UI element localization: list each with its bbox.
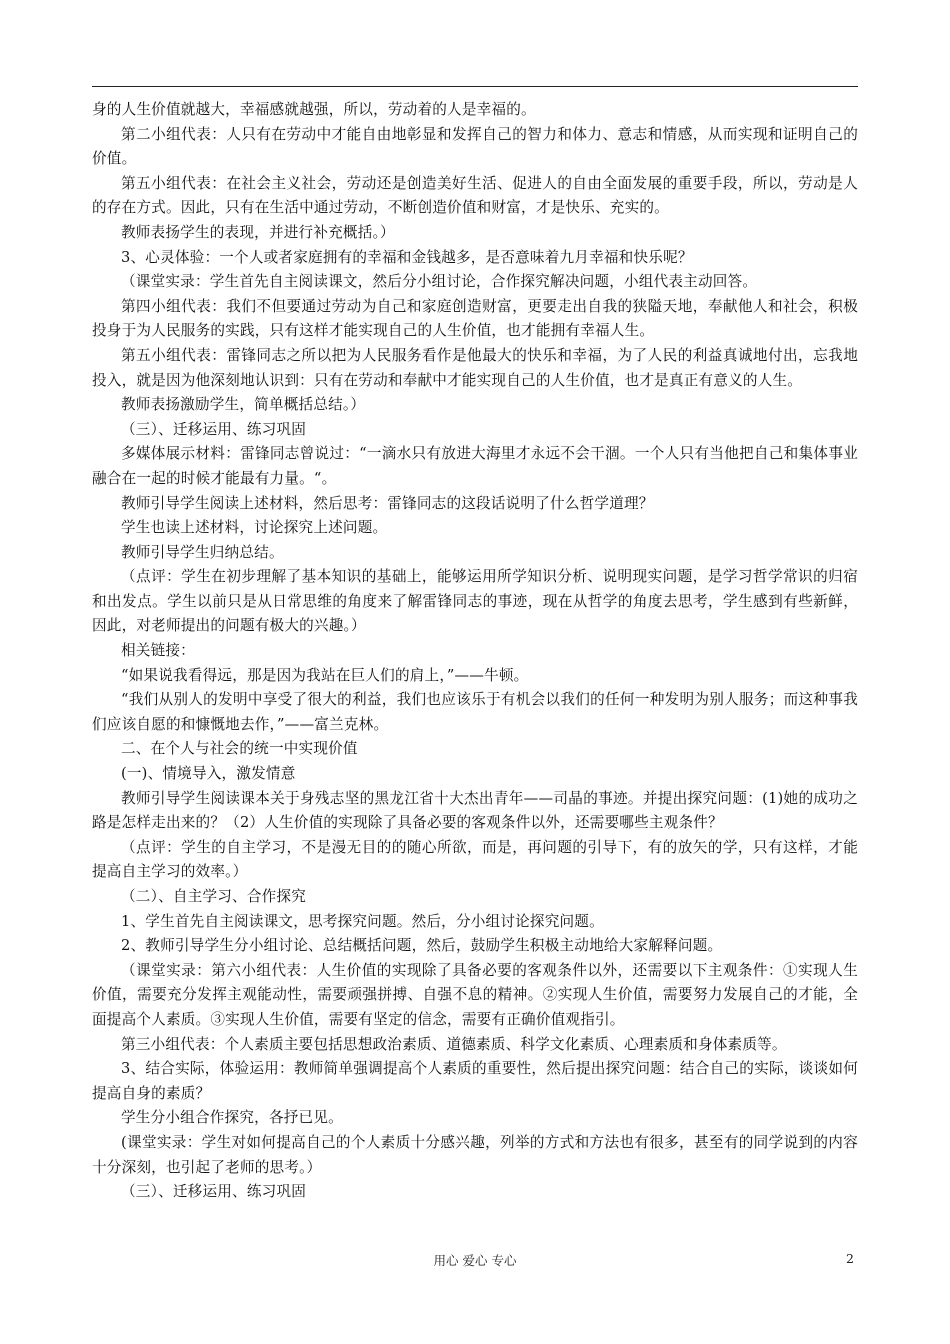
paragraph: 多媒体展示材料：雷锋同志曾说过：“一滴水只有放进大海里才永远不会干涸。一个人只有当他把自己和集体事业融合在一起的时候才能最有力量。“。 <box>92 445 858 487</box>
paragraph: 身的人生价值就越大，幸福感就越强，所以，劳动着的人是幸福的。 <box>92 101 536 118</box>
page-number: 2 <box>846 1251 854 1266</box>
paragraph: （三）、迁移运用、练习巩固 <box>121 1183 307 1201</box>
paragraph: 3、结合实际，体验运用：教师简单强调提高个人素质的重要性，然后提出探究问题：结合自己的实际，谈谈如何提高自身的素质？ <box>92 1060 858 1102</box>
paragraph: 2、教师引导学生分小组讨论、总结概括问题，然后，鼓励学生积极主动地给大家解释问题。 <box>121 937 723 955</box>
paragraph: (一)、情境导入，激发情意 <box>121 765 296 783</box>
paragraph: 二、在个人与社会的统一中实现价值 <box>121 740 358 758</box>
header-rule <box>92 86 858 87</box>
paragraph: 教师引导学生阅读课本关于身残志坚的黑龙江省十大杰出青年——司晶的事迹。并提出探究问题：(1)她的成功之路是怎样走出来的？（2）人生价值的实现除了具备必要的客观条件以外，还需要哪些主观条件？ <box>92 789 858 832</box>
document-body <box>92 98 858 1205</box>
paragraph: 教师引导学生阅读上述材料，然后思考：雷锋同志的这段话说明了什么哲学道理？ <box>121 494 654 512</box>
paragraph: 教师引导学生归纳总结。 <box>121 543 284 561</box>
paragraph: （课堂实录：学生首先自主阅读课文，然后分小组讨论，合作探究解决问题，小组代表主动回答。 <box>121 273 758 291</box>
paragraph: （课堂实录：第六小组代表：人生价值的实现除了具备必要的客观条件以外，还需要以下主观条件：①实现人生价值，需要充分发挥主观能动性，需要顽强拼搏、自强不息的精神。②实现人生价值，需要努力发展自己的才能，全面提高个人素质。③实现人生价值，需要有坚定的信念，需要有正确价值观指引。 <box>92 961 858 1028</box>
paragraph: 3、心灵体验：一个人或者家庭拥有的幸福和金钱越多，是否意味着九月幸福和快乐呢？ <box>121 248 693 266</box>
paragraph: 教师表扬学生的表现，并进行补充概括。） <box>121 223 395 241</box>
paragraph: 第四小组代表：我们不但要通过劳动为自己和家庭创造财富，更要走出自我的狭隘天地，奉献他人和社会，积极投身于为人民服务的实践，只有这样才能实现自己的人生价值，也才能拥有幸福人生。 <box>92 297 858 340</box>
paragraph: 第五小组代表：雷锋同志之所以把为人民服务看作是他最大的快乐和幸福，为了人民的利益真诚地付出，忘我地投入，就是因为他深刻地认识到：只有在劳动和奉献中才能实现自己的人生价值，也才是真正有意义的人生。 <box>92 346 858 389</box>
paragraph: “我们从别人的发明中享受了很大的利益，我们也应该乐于有机会以我们的任何一种发明为别人服务；而这种事我们应该自愿的和慷慨地去作，”——富兰克林。 <box>92 691 858 733</box>
paragraph: （点评：学生在初步理解了基本知识的基础上，能够运用所学知识分析、说明现实问题，是学习哲学常识的归宿和出发点。学生以前只是从日常思维的角度来了解雷锋同志的事迹，现在从哲学的角度去思考，学生感到有些新鲜，因此，对老师提出的问题有极大的兴趣。） <box>92 568 858 635</box>
paragraph: 学生也读上述材料，讨论探究上述问题。 <box>121 519 388 537</box>
paragraph: “如果说我看得远，那是因为我站在巨人们的肩上，”——牛顿。 <box>121 666 529 684</box>
paragraph: 学生分小组合作探究，各抒已见。 <box>121 1109 343 1127</box>
paragraph: 相关链接： <box>121 642 195 660</box>
paragraph: （点评：学生的自主学习，不是漫无目的的随心所欲，而是，再问题的引导下，有的放矢的学，只有这样，才能提高自主学习的效率。） <box>92 838 858 881</box>
paragraph: （二）、自主学习、合作探究 <box>121 888 307 905</box>
paragraph: 第三小组代表：个人素质主要包括思想政治素质、道德素质、科学文化素质、心理素质和身体素质等。 <box>121 1035 787 1053</box>
footer-motto: 用心 爱心 专心 <box>433 1253 517 1268</box>
paragraph: （三）、迁移运用、练习巩固 <box>121 420 307 438</box>
paragraph: (课堂实录：学生对如何提高自己的个人素质十分感兴趣，列举的方式和方法也有很多，甚至有的同学说到的内容十分深刻，也引起了老师的思考。） <box>92 1133 858 1176</box>
paragraph: 第二小组代表：人只有在劳动中才能自由地彰显和发挥自己的智力和体力、意志和情感，从而实现和证明自己的价值。 <box>92 125 858 168</box>
paragraph: 1、学生首先自主阅读课文，思考探究问题。然后，分小组讨论探究问题。 <box>121 912 604 930</box>
paragraph: 第五小组代表：在社会主义社会，劳动还是创造美好生活、促进人的自由全面发展的重要手段，所以，劳动是人的存在方式。因此，只有在生活中通过劳动，不断创造价值和财富，才是快乐、充实的。 <box>92 174 858 217</box>
paragraph: 教师表扬激励学生，简单概括总结。） <box>121 396 366 414</box>
